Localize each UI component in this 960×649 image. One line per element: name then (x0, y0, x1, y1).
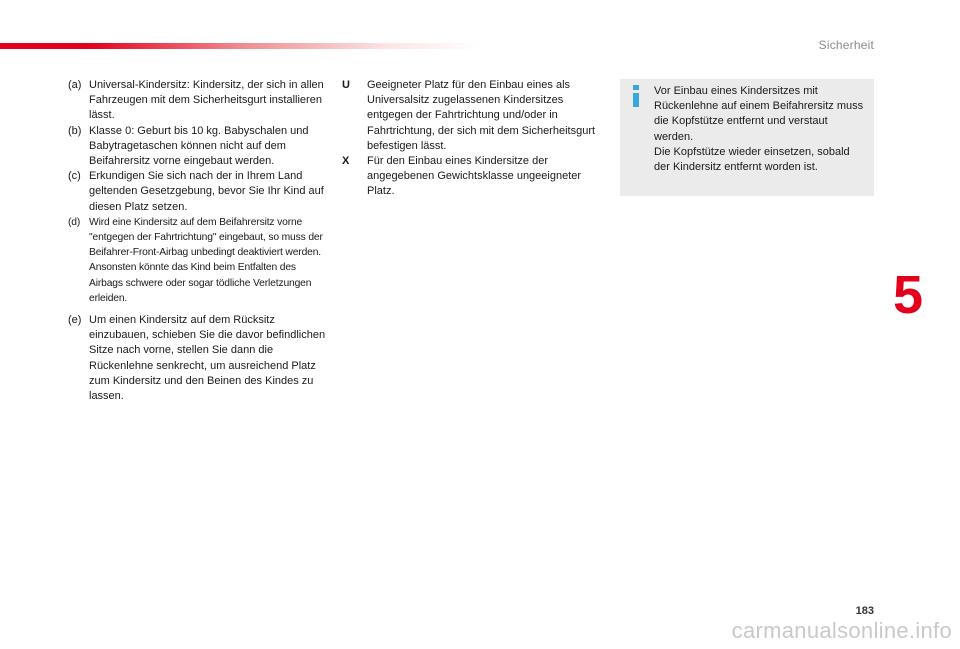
info-text-line-1: Vor Einbau eines Kindersitzes mit Rückenlehne auf einem Beifahrersitz muss die Kopfstütze entfernt und verstaut werden. (654, 85, 864, 143)
footnote-tag: (e) (68, 314, 82, 327)
footnote-c (68, 169, 330, 215)
footnote-tag: (b) (68, 124, 82, 137)
footnote-tag: (a) (68, 79, 82, 91)
section-title: Sicherheit (818, 38, 874, 52)
footnote-tag: (c) (68, 170, 81, 183)
footnote-text: Universal-Kindersitz: Kindersitz, der sich in allen Fahrzeugen mit dem Sicherheitsgurt installieren lässt. (89, 79, 324, 122)
footnote-text: Um einen Kindersitz auf dem Rücksitz einzubauen, schieben Sie die davor befindlichen Sitze nach vorne, stellen Sie dann die Rückenlehne senkrecht, um ausreichend Platz zum Kindersitz und den Beinen des Kindes zu lassen. (89, 314, 326, 403)
info-text (654, 84, 868, 175)
footnote-text: Wird eine Kindersitz auf dem Beifahrersitz vorne "entgegen der Fahrtrichtung" eingebaut, so muss der Beifahrer-Front-Airbag unbedingt deaktiviert werden. Ansonsten könnte das Kind beim Entfalten des Airbags schwere oder sogar tödliche Verletzungen erleiden. (89, 216, 323, 304)
legend-column (342, 78, 600, 200)
legend-item-u (342, 78, 600, 154)
info-text-line-2: Die Kopfstütze wieder einsetzen, sobald der Kindersitz entfernt worden ist. (654, 145, 850, 174)
footnote-d (68, 215, 330, 306)
legend-text: Für den Einbau eines Kindersitze der angegebenen Gewichtsklasse ungeeigneter Platz. (367, 155, 582, 198)
info-box (620, 79, 874, 196)
footnote-tag: (d) (68, 216, 81, 228)
chapter-number: 5 (893, 265, 924, 325)
header-accent-bar (0, 43, 480, 49)
footnotes-column (68, 78, 330, 404)
footnote-a (68, 78, 330, 124)
info-icon (632, 85, 640, 107)
watermark: carmanualsonline.info (731, 618, 952, 643)
page-number: 183 (855, 605, 874, 617)
legend-text: Geeigneter Platz für den Einbau eines als Universalsitz zugelassenen Kindersitzes entgegen der Fahrtrichtung und/oder in Fahrtrichtung, der sich mit dem Sicherheitsgurt befestigen lässt. (367, 79, 596, 152)
footnote-text: Erkundigen Sie sich nach der in Ihrem Land geltenden Gesetzgebung, bevor Sie Ihr Kind auf diesen Platz setzen. (89, 170, 324, 213)
footnote-e (68, 313, 330, 404)
legend-tag: X (342, 155, 350, 168)
footnote-text: Klasse 0: Geburt bis 10 kg. Babyschalen und Babytragetaschen können nicht auf dem Beifahrersitz vorne eingebaut werden. (89, 124, 309, 168)
legend-tag: U (342, 79, 350, 91)
legend-item-x (342, 154, 600, 200)
footnote-b (68, 124, 330, 170)
